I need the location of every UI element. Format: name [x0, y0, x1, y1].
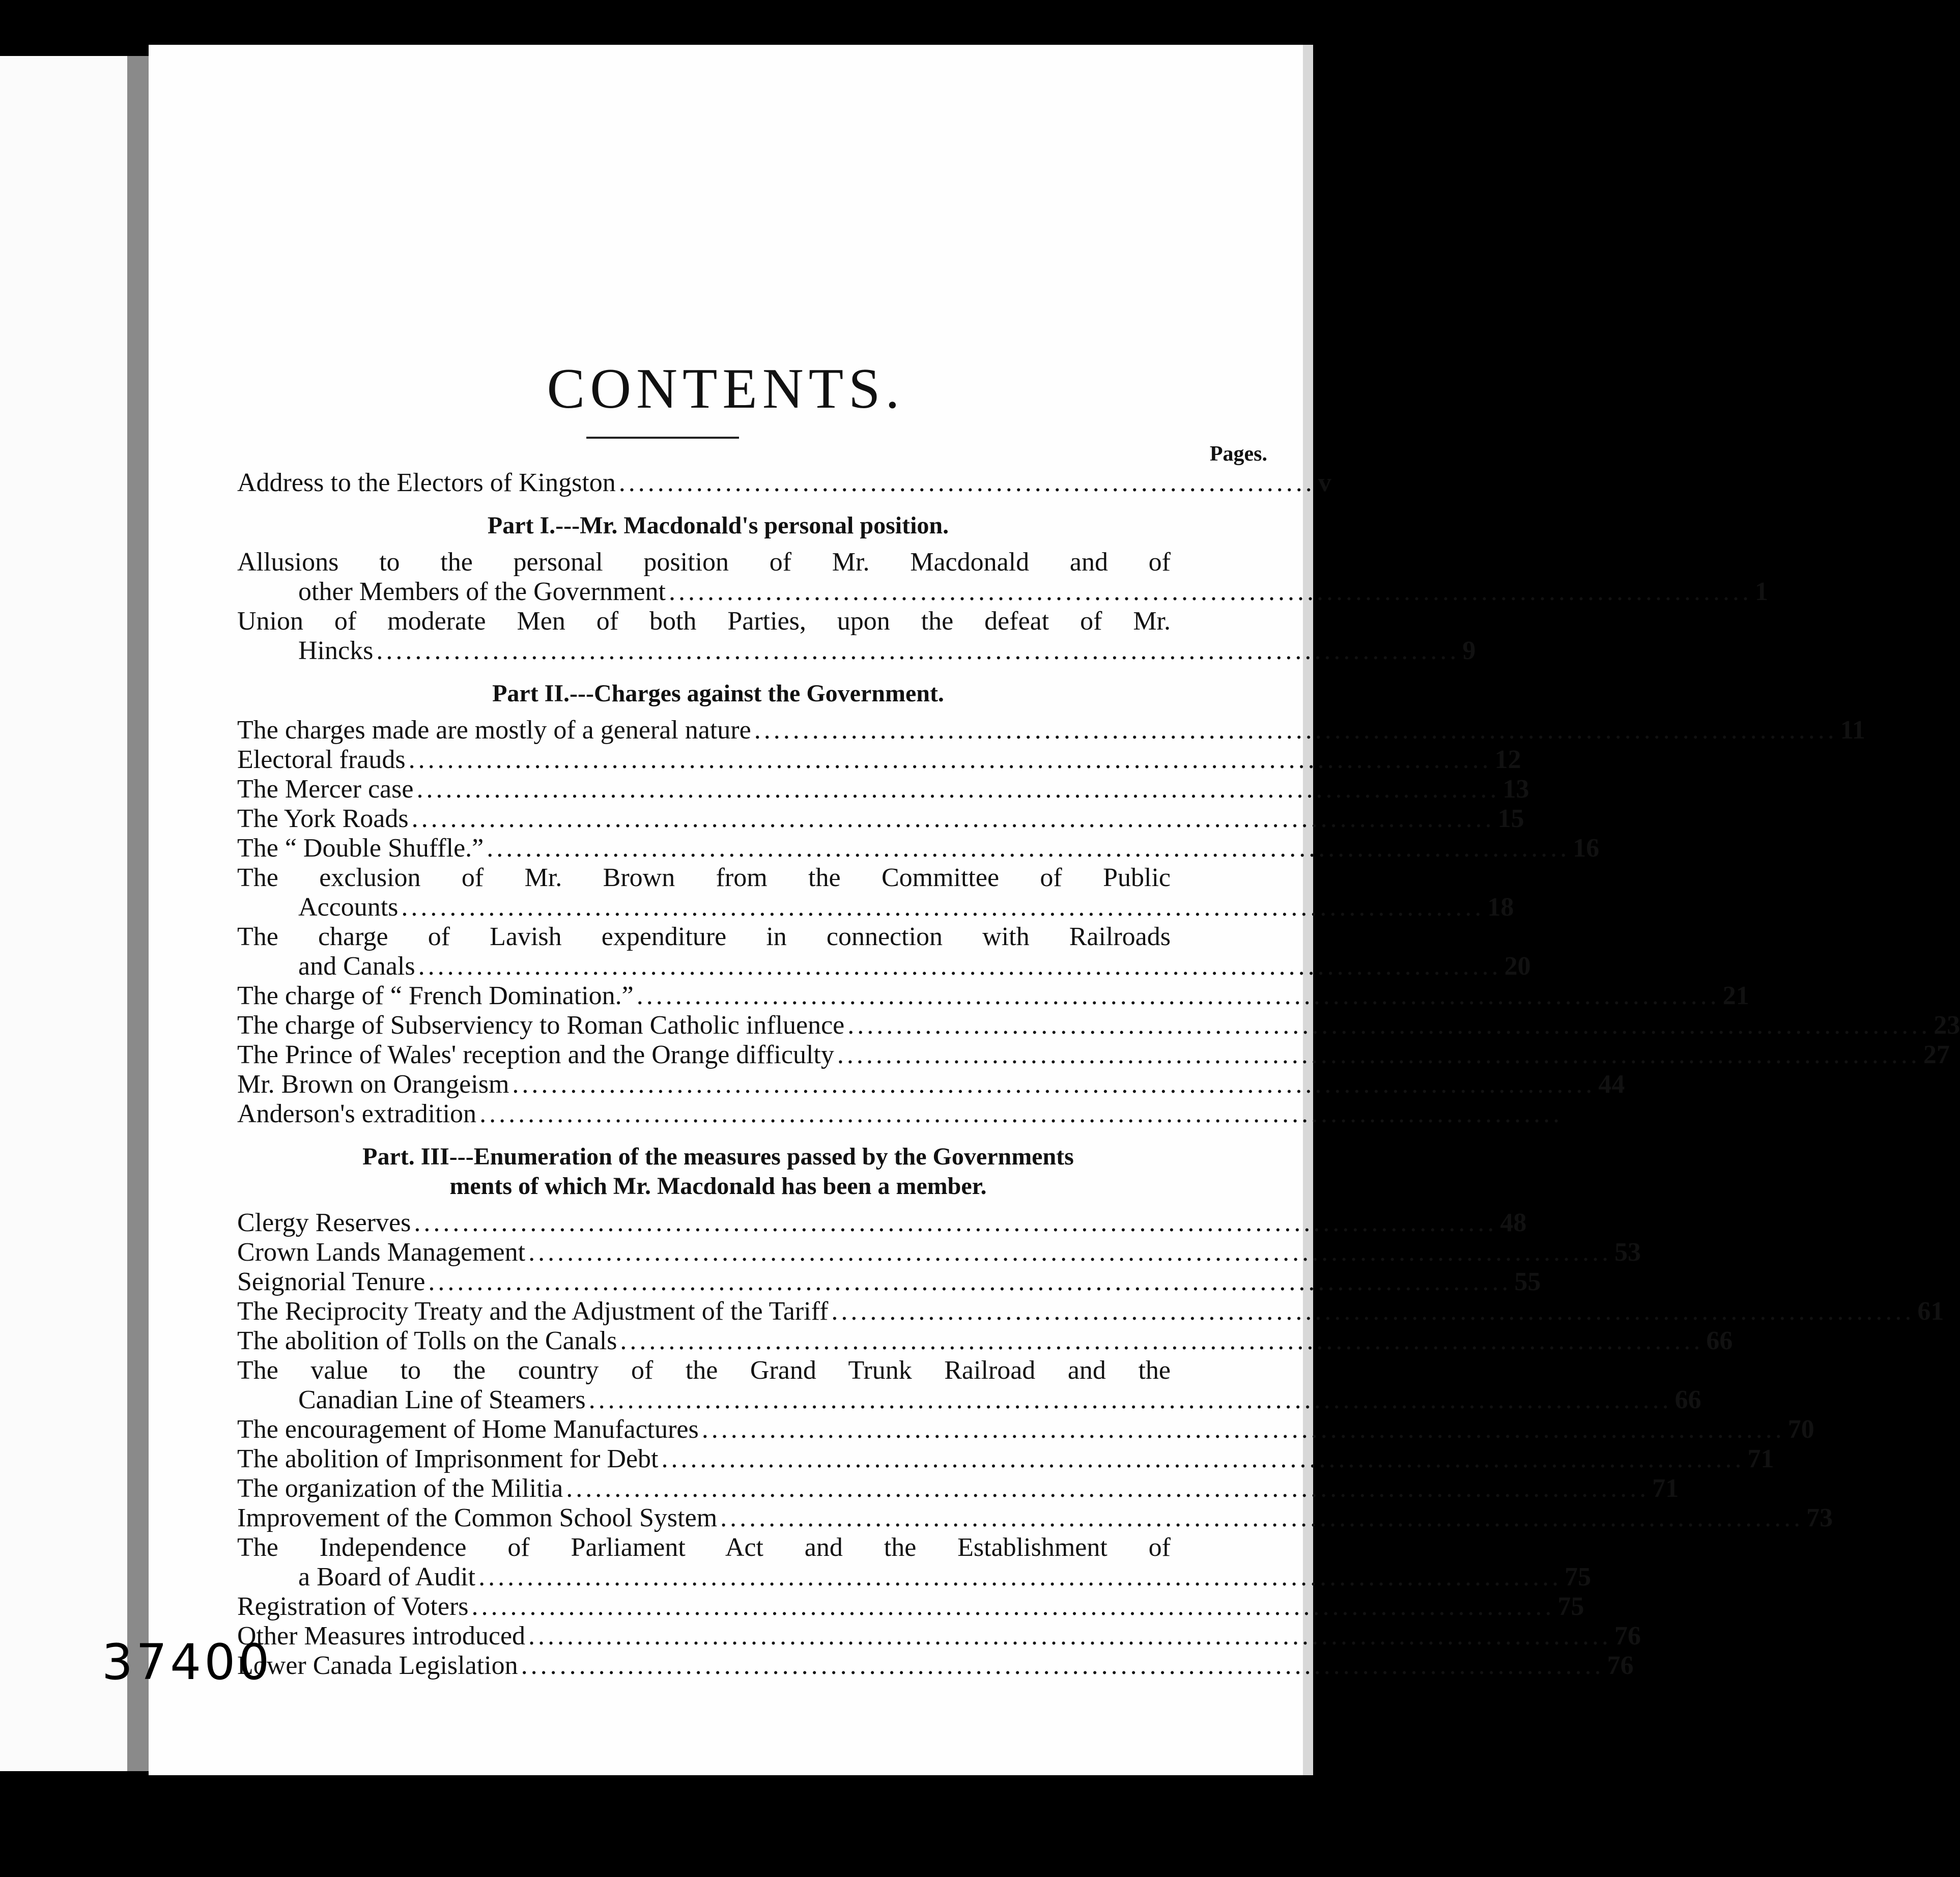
toc-page-number: 71: [1747, 1444, 1774, 1473]
toc-entry-continuation: [237, 893, 1514, 922]
toc-entry-continuation: [237, 952, 1531, 981]
toc-page-number: 66: [1674, 1385, 1701, 1414]
toc-entry: [237, 1099, 1563, 1129]
dot-leader: ................................................................................................................: [416, 775, 1500, 804]
dot-leader: ................................................................................................................: [620, 1326, 1703, 1355]
toc-entry: [237, 1208, 1527, 1238]
toc-page-number: 70: [1787, 1415, 1814, 1444]
toc-entry: [237, 981, 1749, 1011]
toc-entry-title-line-1: The Independence of Parliament Act and the Establishment of: [237, 1533, 1171, 1562]
toc-entry-title: The organization of the Militia: [237, 1474, 563, 1503]
toc-page-number: 66: [1706, 1326, 1733, 1355]
toc-entry: [237, 1070, 1625, 1099]
toc-entry-continuation: [237, 636, 1476, 666]
toc-entry-title: The charge of “ French Domination.”: [237, 981, 634, 1010]
toc-page-number: 9: [1462, 636, 1476, 665]
toc-page-number: 15: [1497, 804, 1524, 833]
toc-entry-title: The York Roads: [237, 804, 409, 833]
dot-leader: ................................................................................................................: [636, 981, 1720, 1010]
toc-entry-title: Clergy Reserves: [237, 1208, 411, 1237]
dot-leader: ................................................................................................................: [414, 1208, 1497, 1237]
toc-entry-title: Anderson's extradition: [237, 1099, 477, 1128]
toc-entry-title: Crown Lands Management: [237, 1238, 526, 1267]
toc-page-number: 27: [1923, 1040, 1950, 1069]
toc-entry: [237, 1533, 1592, 1592]
dot-leader: ................................................................................................................: [418, 952, 1501, 981]
toc-entry-title: The Reciprocity Treaty and the Adjustment of the Tariff: [237, 1297, 829, 1326]
toc-entry-title: Registration of Voters: [237, 1592, 469, 1621]
toc-page-number: v: [1318, 468, 1331, 497]
dot-leader: ................................................................................................................: [528, 1238, 1612, 1267]
toc-entry: [237, 1297, 1944, 1326]
toc-page-number: 13: [1502, 775, 1529, 804]
toc-entry-title-line-2: Accounts: [298, 893, 399, 922]
part-2-entries: [237, 716, 1960, 1129]
toc-page-number: 1: [1755, 577, 1769, 606]
dot-leader: ................................................................................................................: [701, 1415, 1785, 1444]
toc-entry: [237, 1503, 1833, 1533]
part-2-heading: Part II.---Charges against the Government.: [492, 680, 944, 707]
dot-leader: ................................................................................................................: [428, 1267, 1512, 1296]
previous-page-edge: [0, 56, 127, 1771]
dot-leader: ................................................................................................................: [411, 804, 1495, 833]
toc-entry-title-line-1: The charge of Lavish expenditure in connection with Railroads: [237, 922, 1171, 951]
toc-entry: [237, 607, 1476, 666]
title-rule: [586, 437, 739, 439]
toc-entry-title: The charge of Subserviency to Roman Catholic influence: [237, 1011, 845, 1040]
toc-entry: [237, 863, 1514, 922]
toc-entry-title-line-2: and Canals: [298, 952, 415, 981]
toc-entry-continuation: [237, 1385, 1701, 1415]
pages-column-label: Pages.: [1209, 442, 1267, 466]
toc-entry-title-line-1: Allusions to the personal position of Mr. Macdonald and of: [237, 548, 1171, 577]
toc-entry-title-line-1: Union of moderate Men of both Parties, upon the defeat of Mr.: [237, 607, 1171, 636]
toc-entry: [237, 804, 1524, 834]
toc-entry-continuation: [237, 577, 1769, 607]
toc-entry: [237, 745, 1521, 775]
toc-entry: [237, 548, 1769, 607]
toc-page-number: 75: [1565, 1562, 1592, 1591]
dot-leader: ................................................................................................................: [588, 1385, 1672, 1414]
toc-entry-title: Address to the Electors of Kingston: [237, 468, 616, 497]
dot-leader: ................................................................................................................: [847, 1011, 1931, 1040]
part-1-entries: [237, 548, 1769, 666]
toc-entry-title: The Prince of Wales' reception and the Orange difficulty: [237, 1040, 834, 1069]
toc-page-number: 75: [1557, 1592, 1584, 1621]
toc-entry-title-line-1: The exclusion of Mr. Brown from the Committee of Public: [237, 863, 1171, 892]
part-3-heading: [237, 1142, 1219, 1201]
toc-page-number: 76: [1614, 1622, 1641, 1651]
toc-entry: [237, 1011, 1960, 1040]
dot-leader: ................................................................................................................: [401, 893, 1485, 922]
dot-leader: ................................................................................................................: [754, 716, 1837, 745]
toc-entry-title: The “ Double Shuffle.”: [237, 834, 484, 863]
toc-entry-title-line-2: other Members of the Government: [298, 577, 666, 606]
toc-entry-title-line-2: Canadian Line of Steamers: [298, 1385, 586, 1414]
toc-entry-title: The encouragement of Home Manufactures: [237, 1415, 699, 1444]
toc-entry-title: The abolition of Imprisonment for Debt: [237, 1444, 659, 1473]
toc-entry-address: [237, 468, 1331, 498]
dot-leader: ................................................................................................................: [831, 1297, 1915, 1326]
toc-page-number: 73: [1806, 1503, 1833, 1532]
dot-leader: ................................................................................................................: [479, 1099, 1563, 1128]
table-of-contents: [237, 468, 1960, 1681]
toc-entry: [237, 1040, 1950, 1070]
toc-entry: [237, 775, 1529, 804]
toc-entry: [237, 1622, 1641, 1651]
toc-entry-title: Improvement of the Common School System: [237, 1503, 718, 1532]
toc-page-number: 61: [1917, 1297, 1944, 1326]
dot-leader: ................................................................................................................: [521, 1651, 1604, 1680]
dot-leader: ................................................................................................................: [471, 1592, 1555, 1621]
toc-page-number: 55: [1514, 1267, 1541, 1296]
toc-page-number: 20: [1504, 952, 1531, 981]
toc-page-number: 71: [1652, 1474, 1679, 1503]
dot-leader: ................................................................................................................: [669, 577, 1752, 606]
toc-page-number: 23: [1934, 1011, 1960, 1040]
dot-leader: ................................................................................................................: [720, 1503, 1804, 1532]
toc-entry-title: Lower Canada Legislation: [237, 1651, 518, 1680]
toc-entry-title-line-2: Hincks: [298, 636, 374, 665]
toc-entry: [237, 1326, 1733, 1356]
toc-entry: [237, 1474, 1679, 1503]
part-1-heading: Part I.---Mr. Macdonald's personal position.: [487, 512, 949, 539]
dot-leader: ................................................................................................................: [512, 1070, 1596, 1099]
dot-leader: ................................................................................................................: [528, 1622, 1612, 1651]
dot-leader: ................................................................................................................: [566, 1474, 1650, 1503]
toc-entry: [237, 922, 1531, 981]
toc-entry-title-line-1: The value to the country of the Grand Trunk Railroad and the: [237, 1356, 1171, 1385]
toc-page-number: 11: [1840, 716, 1865, 745]
toc-entry: [237, 716, 1865, 745]
toc-page-number: 16: [1573, 834, 1600, 863]
toc-entry: [237, 834, 1600, 863]
binding-edge: [127, 56, 149, 1771]
dot-leader: ................................................................................................................: [661, 1444, 1745, 1473]
dot-leader: ................................................................................................................: [837, 1040, 1920, 1069]
dot-leader: ........................................................................: [618, 468, 1315, 497]
toc-entry-title: Seignorial Tenure: [237, 1267, 425, 1296]
toc-entry: [237, 1592, 1584, 1622]
page-title: CONTENTS.: [547, 357, 905, 420]
toc-entry: [237, 1444, 1774, 1474]
toc-entry-title: The Mercer case: [237, 775, 414, 804]
toc-entry-title: Electoral frauds: [237, 745, 406, 774]
toc-page-number: 76: [1607, 1651, 1634, 1680]
toc-entry: [237, 1356, 1701, 1415]
dot-leader: ................................................................................................................: [408, 745, 1492, 774]
book-page: [149, 45, 1960, 1775]
dot-leader: ................................................................................................................: [478, 1562, 1562, 1591]
toc-page-number: 18: [1487, 893, 1514, 922]
toc-entry-title: Mr. Brown on Orangeism: [237, 1070, 509, 1099]
dot-leader: ................................................................................................................: [376, 636, 1460, 665]
toc-entry-title: The abolition of Tolls on the Canals: [237, 1326, 617, 1355]
toc-entry: [237, 1651, 1634, 1681]
toc-entry-continuation: [237, 1562, 1592, 1592]
dot-leader: ................................................................................................................: [487, 834, 1570, 863]
part-3-entries: [237, 1208, 1944, 1681]
toc-entry: [237, 1415, 1814, 1444]
toc-page-number: 21: [1722, 981, 1749, 1010]
toc-page-number: 48: [1500, 1208, 1527, 1237]
toc-page-number: 12: [1494, 745, 1521, 774]
toc-page-number: 53: [1614, 1238, 1641, 1267]
part-3-heading-line-2: ments of which Mr. Macdonald has been a member.: [449, 1173, 987, 1200]
handwritten-accession-number: 37400: [102, 1634, 273, 1691]
part-3-heading-line-1: Part. III---Enumeration of the measures passed by the Governments: [362, 1143, 1074, 1170]
toc-page-number: 44: [1598, 1070, 1625, 1099]
toc-entry: [237, 1238, 1641, 1267]
toc-entry-title-line-2: a Board of Audit: [298, 1562, 476, 1591]
toc-entry-title: The charges made are mostly of a general nature: [237, 716, 751, 745]
toc-entry-title: Other Measures introduced: [237, 1622, 526, 1651]
toc-entry: [237, 1267, 1541, 1297]
